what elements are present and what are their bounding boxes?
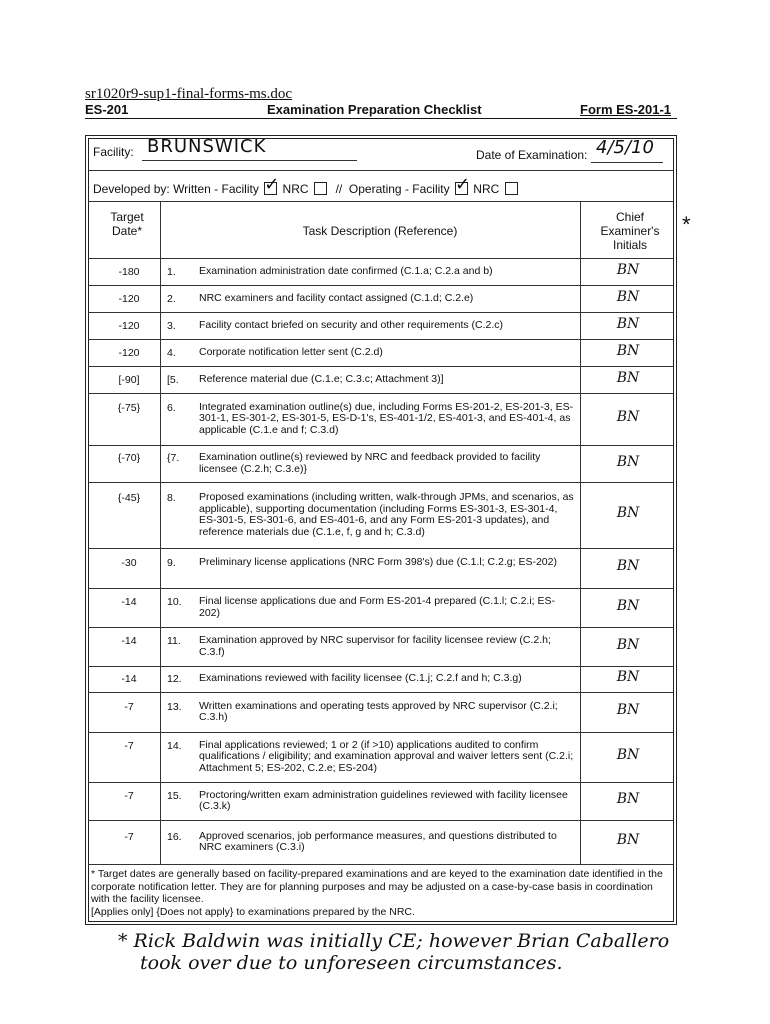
task-row-divider — [88, 393, 674, 394]
task-target-date: -120 — [118, 292, 140, 305]
handwritten-note-line-2: took over due to unforeseen circumstances. — [140, 952, 563, 974]
task-description: Preliminary license applications (NRC Form 398's) due (C.1.l; C.2.g; ES-202) — [199, 555, 557, 568]
task-description: Proctoring/written exam administration guidelines reviewed with facility licensee (C.3.k) — [199, 788, 568, 812]
task-examiner-initials: BN — [616, 409, 640, 425]
table-bottom-rule — [88, 864, 674, 865]
task-number: [5. — [167, 373, 179, 386]
form-title: Examination Preparation Checklist — [267, 102, 482, 117]
developed-row-divider — [88, 201, 674, 202]
task-description: Examination administration date confirmed (C.1.a; C.2.a and b) — [199, 264, 493, 277]
task-number: 6. — [167, 401, 176, 414]
task-examiner-initials: BN — [616, 747, 640, 763]
col-header-task: Task Description (Reference) — [302, 224, 458, 238]
task-target-date: -7 — [124, 830, 134, 843]
col-header-initials: Chief Examiner's Initials — [600, 210, 660, 252]
form-series-label: ES-201 — [85, 102, 129, 117]
task-description: Facility contact briefed on security and other requirements (C.2.c) — [199, 318, 504, 331]
task-target-date: -14 — [121, 635, 137, 647]
task-row-divider — [88, 732, 674, 733]
task-row-divider — [88, 692, 674, 693]
task-row-divider — [88, 588, 674, 589]
operating-nrc-checkbox[interactable] — [505, 182, 518, 195]
task-description: Reference material due (C.1.e; C.3.c; Attachment 3)] — [199, 372, 444, 385]
task-row-divider — [88, 627, 674, 628]
task-row-divider — [88, 820, 674, 821]
written-nrc-checkbox[interactable] — [314, 182, 327, 195]
task-number: 11. — [167, 635, 181, 647]
facility-value: BRUNSWICK — [147, 136, 267, 157]
task-number: 13. — [167, 700, 182, 713]
task-number: 15. — [167, 789, 182, 802]
written-nrc-label: NRC — [282, 182, 309, 196]
task-target-date: -14 — [121, 673, 137, 686]
task-examiner-initials: BN — [616, 702, 640, 718]
task-row-divider — [88, 666, 674, 667]
task-target-date: {-70} — [117, 452, 141, 464]
task-row-divider — [88, 366, 674, 367]
task-row-divider — [88, 339, 674, 340]
task-examiner-initials: BN — [616, 342, 640, 359]
col-divider-initials — [580, 201, 581, 864]
separator: // — [335, 182, 343, 196]
task-examiner-initials: BN — [616, 261, 640, 278]
task-description: Examinations reviewed with facility licensee (C.1.j; C.2.f and h; C.3.g) — [199, 672, 522, 685]
task-target-date: -7 — [124, 789, 134, 802]
operating-nrc-label: NRC — [473, 182, 500, 196]
document-filename: sr1020r9-sup1-final-forms-ms.doc — [85, 86, 293, 102]
task-examiner-initials: BN — [616, 597, 640, 614]
task-number: 1. — [167, 265, 176, 278]
task-description: Examination approved by NRC supervisor for facility licensee review (C.2.h; C.3.f) — [199, 634, 551, 658]
task-row-divider — [88, 782, 674, 783]
task-description: Written examinations and operating tests approved by NRC supervisor (C.2.i; C.3.h) — [199, 699, 558, 723]
task-examiner-initials: BN — [616, 558, 640, 574]
task-target-date: -14 — [121, 596, 137, 608]
developed-by-label: Developed by: — [93, 182, 170, 196]
task-examiner-initials: BN — [616, 669, 640, 685]
task-row-divider — [88, 445, 674, 446]
task-target-date: {-45} — [117, 492, 141, 504]
task-number: 14. — [167, 739, 182, 752]
task-examiner-initials: BN — [616, 832, 640, 848]
exam-date-underline — [591, 162, 663, 163]
task-number: 8. — [167, 492, 176, 504]
task-target-date: -7 — [124, 700, 134, 713]
task-description: Corporate notification letter sent (C.2.d) — [199, 345, 383, 358]
task-number: {7. — [167, 452, 180, 464]
footnote-text: * Target dates are generally based on facility-prepared examinations and are keyed to the examination date identified in the corporate notification letter. They are for planning purposes and may be adjusted on a case-by-case basis in coordination with the facility licensee. — [91, 868, 663, 905]
task-examiner-initials: BN — [616, 369, 640, 386]
task-row-divider — [88, 285, 674, 286]
task-target-date: [-90] — [118, 373, 140, 386]
form-number: Form ES-201-1 — [580, 102, 672, 117]
task-description: Final license applications due and Form ES-201-4 prepared (C.1.l; C.2.i; ES-202) — [199, 595, 556, 619]
operating-facility-label: Operating - Facility — [348, 182, 450, 196]
col-divider-target — [160, 201, 161, 864]
task-description: NRC examiners and facility contact assigned (C.1.d; C.2.e) — [199, 291, 474, 304]
task-number: 10. — [167, 596, 182, 608]
task-number: 12. — [167, 673, 182, 686]
task-target-date: -30 — [121, 556, 137, 569]
task-number: 3. — [167, 319, 176, 332]
margin-asterisk: * — [682, 212, 691, 237]
task-target-date: {-75} — [117, 401, 141, 414]
footnote — [91, 868, 671, 918]
task-number: 2. — [167, 292, 176, 305]
facility-label: Facility: — [93, 145, 134, 159]
task-examiner-initials: BN — [616, 453, 640, 470]
task-target-date: -120 — [118, 346, 140, 359]
exam-date-value: 4/5/10 — [596, 137, 654, 158]
exam-date-label: Date of Examination: — [476, 148, 588, 162]
col-header-target-date: Target Date* — [110, 210, 144, 238]
operating-facility-checkbox[interactable] — [455, 182, 468, 195]
task-description: Final applications reviewed; 1 or 2 (if >10) applications audited to confirm qualifications / eligibility; and examination approval and waiver letters sent (C.2.i; Attachment 5; ES-202, C.2.e; ES-204) — [199, 738, 574, 774]
task-row-divider — [88, 482, 674, 483]
developed-by-row — [93, 182, 520, 196]
header-rule — [85, 118, 677, 119]
written-facility-checkbox[interactable] — [264, 182, 277, 195]
task-target-date: -180 — [118, 265, 140, 278]
task-description: Approved scenarios, job performance measures, and questions distributed to NRC examiners (C.3.i) — [199, 829, 557, 853]
task-examiner-initials: BN — [616, 288, 640, 305]
task-description: Examination outline(s) reviewed by NRC and feedback provided to facility licensee (C.2.h; C.3.e)} — [199, 451, 541, 475]
task-number: 4. — [167, 346, 176, 359]
task-target-date: -120 — [118, 319, 140, 332]
task-target-date: -7 — [124, 739, 134, 752]
footnote-applies: [Applies only] {Does not apply} to examinations prepared by the NRC. — [91, 905, 415, 918]
handwritten-note-line-1: * Rick Baldwin was initially CE; however Brian Caballero — [118, 930, 670, 952]
task-examiner-initials: BN — [616, 315, 640, 332]
task-examiner-initials: BN — [616, 505, 640, 521]
task-examiner-initials: BN — [616, 636, 640, 653]
facility-underline — [142, 160, 357, 161]
task-number: 16. — [167, 830, 182, 843]
task-description: Proposed examinations (including written, walk-through JPMs, and scenarios, as applicable), supporting documentation (including Forms ES-301-3, ES-301-4, ES-301-5, ES-301-6, and ES-401-6, and any Form ES-201-3 updates), and reference materials due (C.1.e, f, g and h; C.3.d) — [199, 491, 574, 538]
task-description: Integrated examination outline(s) due, including Forms ES-201-2, ES-201-3, ES-301-1, ES-301-2, ES-301-5, ES-D-1's, ES-401-1/2, ES-401-3, and ES-401-4, as applicable (C.1.e and f; C.3.d) — [199, 400, 574, 436]
task-row-divider — [88, 548, 674, 549]
task-examiner-initials: BN — [616, 791, 640, 807]
written-facility-label: Written - Facility — [173, 182, 259, 196]
task-row-divider — [88, 312, 674, 313]
task-number: 9. — [167, 556, 176, 569]
facility-row-divider — [88, 170, 674, 171]
task-row-divider — [88, 258, 674, 259]
